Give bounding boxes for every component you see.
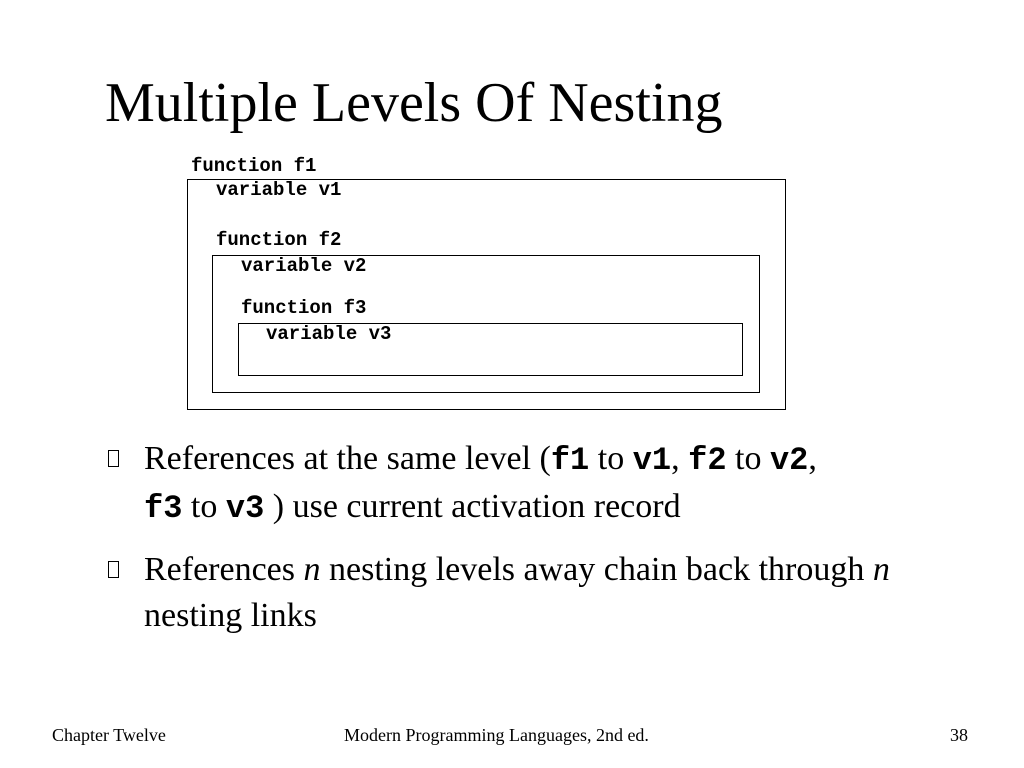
footer-chapter: Chapter Twelve	[52, 725, 166, 745]
bullet-text: References at the same level (	[144, 440, 551, 477]
bullet-text: to	[182, 488, 226, 525]
bullet-list	[108, 436, 988, 654]
code-ref: f1	[550, 442, 590, 479]
bullet-nesting-levels	[108, 547, 988, 639]
function-f1-label: function f1	[191, 155, 317, 177]
code-ref: f3	[144, 490, 183, 527]
function-f2-label: function f2	[216, 229, 342, 251]
italic-n: n	[303, 551, 321, 588]
slide-title: Multiple Levels Of Nesting	[105, 72, 723, 134]
variable-v1-label: variable v1	[216, 179, 342, 201]
bullet-text: nesting levels away chain back through	[320, 551, 873, 588]
bullet-text: to	[726, 440, 770, 477]
variable-v3-label: variable v3	[266, 323, 392, 345]
code-ref: v1	[632, 442, 672, 479]
code-ref: v2	[769, 442, 809, 479]
bullet-text: ,	[808, 440, 817, 477]
footer-book-title: Modern Programming Languages, 2nd ed.	[344, 725, 649, 745]
bullet-text: ,	[671, 440, 689, 477]
italic-n: n	[872, 551, 890, 588]
function-f3-label: function f3	[241, 297, 367, 319]
code-ref: v3	[225, 490, 265, 527]
bullet-text: nesting links	[144, 597, 317, 634]
bullet-text: to	[589, 440, 633, 477]
bullet-text: References	[144, 551, 304, 588]
bullet-marker-icon	[108, 450, 119, 467]
code-ref: f2	[688, 442, 727, 479]
variable-v2-label: variable v2	[241, 255, 367, 277]
bullet-text: ) use current activation record	[264, 488, 681, 525]
footer-page-number: 38	[950, 725, 968, 745]
bullet-same-level	[108, 436, 988, 532]
bullet-marker-icon	[108, 561, 119, 578]
